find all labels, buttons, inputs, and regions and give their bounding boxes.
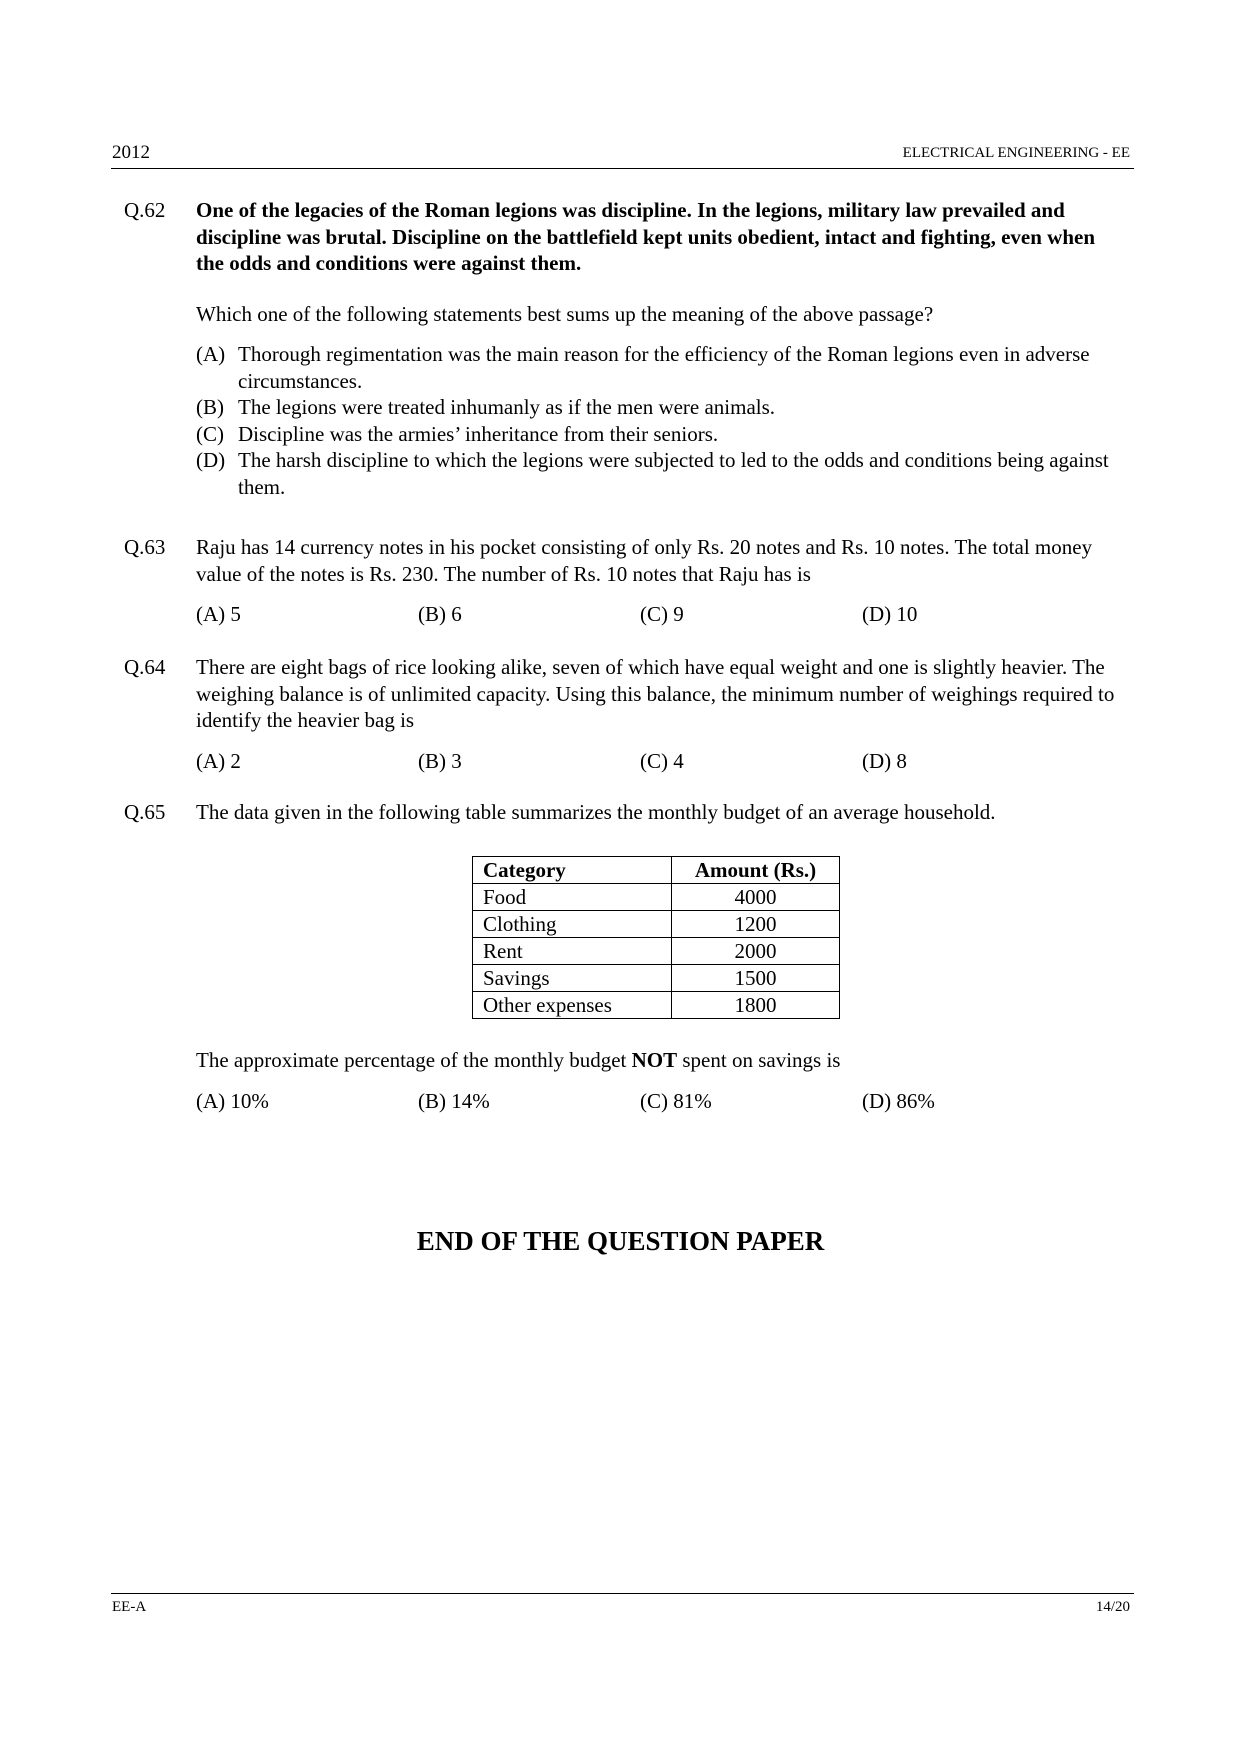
question-text-post: spent on savings is [677, 1048, 841, 1072]
option-d: (D) 86% [862, 1088, 935, 1113]
table-cell-amount: 1500 [672, 965, 840, 992]
question-passage: One of the legacies of the Roman legions was discipline. In the legions, military law prevailed and discipline was brutal. Discipline on the battlefield kept units obedient, intact and fighting, even when the odds and conditions were against them. [196, 198, 1096, 275]
question-65-prompt [196, 1047, 1124, 1114]
question-text-emphasis: NOT [631, 1048, 678, 1072]
option-label: (B) [196, 395, 224, 419]
header-year: 2012 [112, 142, 150, 163]
table-cell-amount: 4000 [672, 884, 840, 911]
header-subject: ELECTRICAL ENGINEERING - EE [902, 145, 1130, 161]
table-row [473, 992, 840, 1019]
option-text: The harsh discipline to which the legions were subjected to led to the odds and conditions being against them. [238, 448, 1109, 499]
option-list [196, 341, 1124, 500]
question-number: Q.65 [124, 800, 166, 824]
option-text: The legions were treated inhumanly as if the men were animals. [238, 395, 776, 419]
question-text: Which one of the following statements best sums up the meaning of the above passage? [196, 301, 934, 326]
table-cell-category: Food [473, 884, 672, 911]
table-header-row [473, 857, 840, 884]
question-text: Raju has 14 currency notes in his pocket consisting of only Rs. 20 notes and Rs. 10 notes. The total money value of the notes is Rs. 230. The number of Rs. 10 notes that Raju has is [196, 535, 1093, 586]
option-list [196, 748, 1124, 775]
question-text: There are eight bags of rice looking alike, seven of which have equal weight and one is slightly heavier. The weighing balance is of unlimited capacity. Using this balance, the minimum number of weighings required to identify the heavier bag is [196, 655, 1115, 732]
end-of-paper-heading: END OF THE QUESTION PAPER [416, 1226, 825, 1256]
table-cell-category: Rent [473, 938, 672, 965]
question-number: Q.63 [124, 535, 166, 559]
option-c: (C) 4 [640, 748, 684, 773]
table-row [473, 911, 840, 938]
option-c: (C) 81% [640, 1088, 712, 1113]
option-a: (A) 2 [196, 748, 241, 773]
option-d [196, 447, 1124, 500]
footer-code: EE-A [112, 1599, 147, 1615]
option-c: (C) 9 [640, 602, 684, 626]
question-text [196, 1047, 1124, 1074]
page-number: 14/20 [1095, 1599, 1130, 1615]
table-cell-category: Clothing [473, 911, 672, 938]
table-row [473, 938, 840, 965]
option-list [196, 601, 1124, 628]
option-b: (B) 3 [418, 748, 462, 773]
option-a [196, 341, 1124, 394]
option-b: (B) 6 [418, 602, 462, 626]
option-b [196, 394, 1124, 421]
option-d: (D) 8 [862, 748, 907, 773]
option-label: (D) [196, 448, 226, 472]
option-label: (C) [196, 421, 224, 446]
column-header: Category [473, 857, 672, 884]
question-number: Q.64 [124, 655, 166, 679]
option-text: Discipline was the armies’ inheritance from their seniors. [238, 421, 719, 446]
table-row [473, 884, 840, 911]
table-cell-amount: 1800 [672, 992, 840, 1019]
question-text-pre: The approximate percentage of the monthly budget [196, 1048, 632, 1072]
option-b: (B) 14% [418, 1088, 490, 1113]
page-header [111, 142, 1134, 169]
option-label: (A) [196, 342, 226, 366]
column-header: Amount (Rs.) [672, 857, 840, 884]
question-text: The data given in the following table summarizes the monthly budget of an average household. [196, 800, 996, 824]
option-list [196, 1088, 1124, 1115]
page-footer [111, 1593, 1134, 1618]
table-cell-category: Other expenses [473, 992, 672, 1019]
option-a: (A) 10% [196, 1088, 269, 1113]
table-cell-category: Savings [473, 965, 672, 992]
option-d: (D) 10 [862, 602, 918, 626]
table-cell-amount: 1200 [672, 911, 840, 938]
question-number: Q.62 [124, 198, 166, 222]
table-row [473, 965, 840, 992]
budget-table [472, 856, 840, 1019]
option-text: Thorough regimentation was the main reason for the efficiency of the Roman legions even in adverse circumstances. [238, 342, 1090, 393]
option-a: (A) 5 [196, 602, 241, 626]
option-c [196, 421, 1124, 448]
table-cell-amount: 2000 [672, 938, 840, 965]
